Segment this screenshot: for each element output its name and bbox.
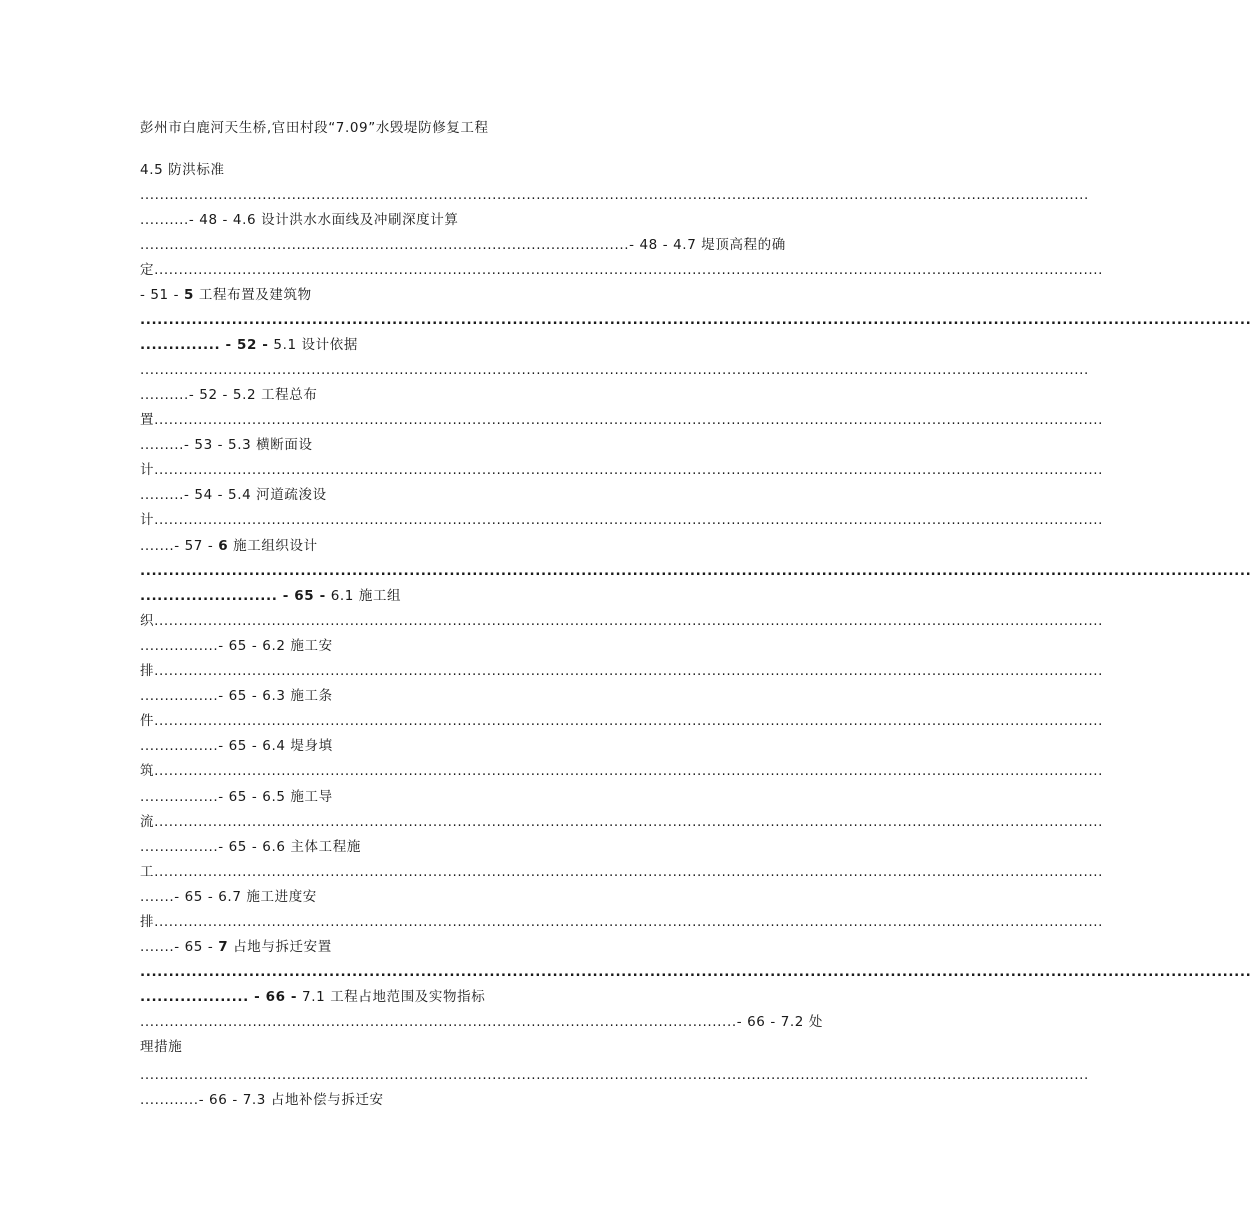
toc-text: 定 — [140, 262, 155, 278]
toc-leader: .................................................................................................................................................................................................. — [154, 713, 1104, 729]
toc-entry-5-4[interactable]: .........- 54 - 5.4 河道疏浚设 — [140, 487, 327, 503]
toc-entry-6-4[interactable]: ................- 65 - 6.4 堤身填 — [140, 738, 333, 754]
toc-leader: .................................................................................................................................................................................................. — [154, 262, 1104, 278]
toc-leader: .................................................................................................................................................................................................. — [140, 1067, 1089, 1083]
page-number: - 65 - — [282, 588, 326, 604]
toc-leader-bold: .................................................................................................................................................................................................. — [140, 964, 1251, 980]
toc-leader-bold: .................................................................................................................................................................................................. — [140, 312, 1251, 328]
toc-text: 计 — [140, 512, 155, 528]
page-number: .......- 57 - — [140, 538, 219, 554]
page-number: .......- 65 - — [140, 939, 219, 955]
toc-text: 计 — [140, 462, 155, 478]
toc-text: 筑 — [140, 763, 155, 779]
section-title: 6.1 施工组 — [325, 588, 402, 604]
chapter-number: 5 — [184, 287, 194, 303]
toc-entry-5[interactable] — [140, 284, 810, 306]
toc-leader: .................................................................................................................................................................................................. — [154, 462, 1104, 478]
toc-leader: .................................................................................................................................................................................................. — [154, 412, 1104, 428]
section-title: 5.1 设计依据 — [268, 337, 358, 353]
page-number: - 52 - — [225, 337, 269, 353]
toc-entry-6-1[interactable] — [140, 585, 810, 607]
toc-entry-4-5[interactable]: 4.5 防洪标准 — [140, 162, 225, 178]
toc-entry-7-1[interactable] — [140, 986, 810, 1008]
toc-line-continuation — [140, 409, 1104, 431]
toc-entry-4-7[interactable]: ....................................................................................................- 48 - 4.7 堤顶高程的确 — [140, 237, 786, 253]
toc-leader-bold: ........................ — [140, 588, 283, 604]
toc-line-continuation — [140, 610, 1104, 632]
section-title: 7.1 工程占地范围及实物指标 — [297, 989, 486, 1005]
toc-text: 排 — [140, 914, 155, 930]
toc-line-continuation — [140, 911, 1104, 933]
toc-line-continuation — [140, 459, 1104, 481]
page-number: - 66 - — [254, 989, 298, 1005]
toc-entry-5-1[interactable] — [140, 334, 810, 356]
toc-leader: .................................................................................................................................................................................................. — [154, 663, 1104, 679]
toc-leader: .................................................................................................................................................................................................. — [140, 362, 1089, 378]
toc-line-continuation — [140, 710, 1104, 732]
toc-leader-bold: ................... — [140, 989, 255, 1005]
toc-text: 件 — [140, 713, 155, 729]
chapter-number: 7 — [218, 939, 229, 955]
toc-entry-5-2[interactable]: ..........- 52 - 5.2 工程总布 — [140, 387, 318, 403]
toc-line-continuation: 理措施 — [140, 1039, 183, 1055]
toc-entry-6-3[interactable]: ................- 65 - 6.3 施工条 — [140, 688, 333, 704]
toc-text: 排 — [140, 663, 155, 679]
toc-leader-bold: .............. — [140, 337, 226, 353]
toc-entry-6-6[interactable]: ................- 65 - 6.6 主体工程施 — [140, 839, 361, 855]
toc-entry-7-3[interactable]: ............- 66 - 7.3 占地补偿与拆迁安 — [140, 1092, 384, 1108]
toc-text: 织 — [140, 613, 155, 629]
chapter-title: 占地与拆迁安置 — [228, 939, 332, 955]
toc-line-continuation — [140, 660, 1104, 682]
toc-leader: .................................................................................................................................................................................................. — [154, 814, 1104, 830]
toc-entry-6-7[interactable]: .......- 65 - 6.7 施工进度安 — [140, 889, 317, 905]
toc-entry-6-2[interactable]: ................- 65 - 6.2 施工安 — [140, 638, 333, 654]
toc-text: 置 — [140, 412, 155, 428]
toc-entry-6[interactable] — [140, 535, 810, 557]
toc-entry-5-3[interactable]: .........- 53 - 5.3 横断面设 — [140, 437, 313, 453]
toc-leader: .................................................................................................................................................................................................. — [154, 613, 1104, 629]
toc-line-continuation — [140, 509, 1104, 531]
toc-line-continuation — [140, 760, 1104, 782]
toc-leader: .................................................................................................................................................................................................. — [154, 914, 1104, 930]
toc-leader-bold: .................................................................................................................................................................................................. — [140, 563, 1251, 579]
toc-line-continuation — [140, 861, 1104, 883]
chapter-title: 施工组织设计 — [228, 538, 318, 554]
toc-leader: .................................................................................................................................................................................................. — [154, 763, 1104, 779]
toc-entry-4-6[interactable]: ..........- 48 - 4.6 设计洪水水面线及冲刷深度计算 — [140, 212, 459, 228]
toc-entry-6-5[interactable]: ................- 65 - 6.5 施工导 — [140, 789, 333, 805]
toc-entry-7[interactable] — [140, 936, 810, 958]
toc-leader: .................................................................................................................................................................................................. — [154, 864, 1104, 880]
chapter-title: 工程布置及建筑物 — [194, 287, 312, 303]
toc-text: 工 — [140, 864, 155, 880]
chapter-number: 6 — [218, 538, 229, 554]
toc-leader: .................................................................................................................................................................................................. — [140, 187, 1089, 203]
page-number: - 51 - — [140, 287, 184, 303]
document-header: 彭州市白鹿河天生桥,官田村段“7.09”水毁堤防修复工程 — [140, 120, 489, 136]
toc-line-continuation — [140, 259, 1104, 281]
toc-text: 流 — [140, 814, 155, 830]
toc-entry-7-2[interactable]: ..........................................................................................................................- 66 - 7.2 处 — [140, 1014, 823, 1030]
toc-line-continuation — [140, 811, 1104, 833]
toc-leader: .................................................................................................................................................................................................. — [154, 512, 1104, 528]
